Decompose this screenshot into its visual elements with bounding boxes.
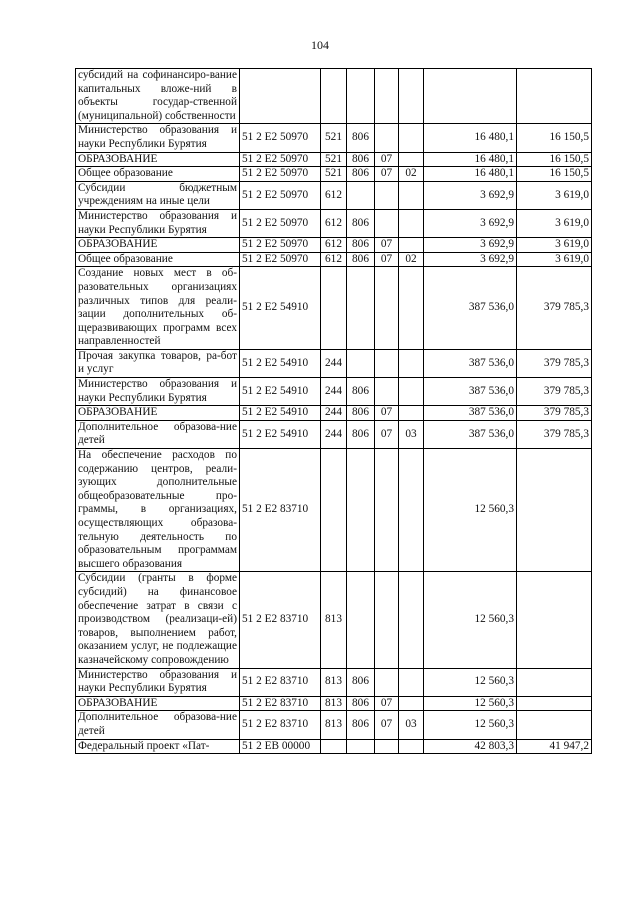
ministry-code: [347, 449, 375, 572]
expense-type-code: 813: [321, 711, 347, 739]
section-code: [375, 209, 399, 237]
target-article-code: 51 2 Е2 50970: [240, 124, 321, 152]
expense-type-code: [321, 69, 347, 124]
row-name: Министерство образования и науки Республики Бурятия: [76, 209, 240, 237]
amount-year-1: 387 536,0: [424, 406, 517, 421]
section-code: [375, 267, 399, 350]
ministry-code: 806: [347, 209, 375, 237]
target-article-code: 51 2 Е2 54910: [240, 406, 321, 421]
amount-year-2: 3 619,0: [517, 252, 592, 267]
section-code: [375, 69, 399, 124]
target-article-code: 51 2 Е2 54910: [240, 378, 321, 406]
amount-year-2: 3 619,0: [517, 181, 592, 209]
expense-type-code: 521: [321, 167, 347, 182]
target-article-code: 51 2 Е2 50970: [240, 152, 321, 167]
target-article-code: 51 2 Е2 83710: [240, 711, 321, 739]
amount-year-1: 387 536,0: [424, 349, 517, 377]
row-name: Дополнительное образова-ние детей: [76, 711, 240, 739]
target-article-code: 51 2 Е2 54910: [240, 420, 321, 448]
budget-table: [75, 68, 592, 754]
amount-year-1: 12 560,3: [424, 449, 517, 572]
subsection-code: [399, 69, 424, 124]
row-name: субсидий на софинансиро-вание капитальных вложе-ний в объекты государ-ственной (муниципальной) собственности: [76, 69, 240, 124]
ministry-code: [347, 572, 375, 668]
amount-year-1: 42 803,3: [424, 739, 517, 754]
expense-type-code: 612: [321, 252, 347, 267]
subsection-code: 02: [399, 252, 424, 267]
ministry-code: [347, 267, 375, 350]
row-name: ОБРАЗОВАНИЕ: [76, 238, 240, 253]
section-code: [375, 739, 399, 754]
section-code: [375, 378, 399, 406]
table-row: [76, 449, 592, 572]
subsection-code: [399, 209, 424, 237]
target-article-code: 51 2 ЕВ 00000: [240, 739, 321, 754]
ministry-code: [347, 349, 375, 377]
subsection-code: [399, 181, 424, 209]
subsection-code: 02: [399, 167, 424, 182]
amount-year-2: [517, 696, 592, 711]
section-code: [375, 668, 399, 696]
expense-type-code: 521: [321, 124, 347, 152]
expense-type-code: 244: [321, 406, 347, 421]
target-article-code: 51 2 Е2 83710: [240, 572, 321, 668]
amount-year-2: 379 785,3: [517, 378, 592, 406]
table-row: [76, 167, 592, 182]
row-name: ОБРАЗОВАНИЕ: [76, 406, 240, 421]
page-number: 104: [311, 38, 329, 52]
amount-year-1: [424, 69, 517, 124]
amount-year-1: 3 692,9: [424, 238, 517, 253]
ministry-code: 806: [347, 238, 375, 253]
table-row: [76, 739, 592, 754]
amount-year-1: 387 536,0: [424, 378, 517, 406]
subsection-code: 03: [399, 711, 424, 739]
section-code: 07: [375, 152, 399, 167]
section-code: 07: [375, 420, 399, 448]
ministry-code: [347, 181, 375, 209]
table-row: [76, 711, 592, 739]
subsection-code: [399, 238, 424, 253]
row-name: Субсидии бюджетным учреждениям на иные цели: [76, 181, 240, 209]
section-code: 07: [375, 711, 399, 739]
section-code: 07: [375, 696, 399, 711]
subsection-code: [399, 696, 424, 711]
row-name: Министерство образования и науки Республики Бурятия: [76, 124, 240, 152]
ministry-code: 806: [347, 124, 375, 152]
subsection-code: [399, 267, 424, 350]
table-row: [76, 378, 592, 406]
table-row: [76, 238, 592, 253]
expense-type-code: 612: [321, 209, 347, 237]
expense-type-code: [321, 267, 347, 350]
amount-year-2: 16 150,5: [517, 124, 592, 152]
section-code: [375, 181, 399, 209]
section-code: 07: [375, 252, 399, 267]
expense-type-code: [321, 739, 347, 754]
ministry-code: 806: [347, 252, 375, 267]
target-article-code: 51 2 Е2 50970: [240, 252, 321, 267]
expense-type-code: 244: [321, 349, 347, 377]
section-code: 07: [375, 406, 399, 421]
subsection-code: [399, 349, 424, 377]
section-code: [375, 449, 399, 572]
table-row: [76, 252, 592, 267]
amount-year-1: 12 560,3: [424, 711, 517, 739]
expense-type-code: 813: [321, 668, 347, 696]
row-name: На обеспечение расходов по содержанию центров, реали-зующих дополнительные общеобразовательные про-граммы, в организациях, осуществляющих образова-тельную деятельность по образовательным программам высшего образования: [76, 449, 240, 572]
row-name: Министерство образования и науки Республики Бурятия: [76, 378, 240, 406]
amount-year-2: [517, 69, 592, 124]
amount-year-2: [517, 572, 592, 668]
row-name: Министерство образования и науки Республики Бурятия: [76, 668, 240, 696]
target-article-code: 51 2 Е2 50970: [240, 238, 321, 253]
ministry-code: 806: [347, 696, 375, 711]
ministry-code: 806: [347, 406, 375, 421]
expense-type-code: 244: [321, 420, 347, 448]
target-article-code: 51 2 Е2 50970: [240, 167, 321, 182]
target-article-code: 51 2 Е2 83710: [240, 668, 321, 696]
row-name: Прочая закупка товаров, ра-бот и услуг: [76, 349, 240, 377]
amount-year-1: 12 560,3: [424, 668, 517, 696]
subsection-code: [399, 668, 424, 696]
amount-year-1: 12 560,3: [424, 696, 517, 711]
amount-year-1: 387 536,0: [424, 267, 517, 350]
amount-year-2: [517, 449, 592, 572]
ministry-code: [347, 739, 375, 754]
target-article-code: 51 2 Е2 50970: [240, 181, 321, 209]
amount-year-2: 3 619,0: [517, 209, 592, 237]
table-row: [76, 696, 592, 711]
expense-type-code: 813: [321, 572, 347, 668]
table-row: [76, 420, 592, 448]
ministry-code: 806: [347, 152, 375, 167]
amount-year-2: 379 785,3: [517, 267, 592, 350]
section-code: [375, 349, 399, 377]
table-row: [76, 152, 592, 167]
amount-year-1: 16 480,1: [424, 167, 517, 182]
section-code: 07: [375, 167, 399, 182]
target-article-code: [240, 69, 321, 124]
row-name: Общее образование: [76, 167, 240, 182]
row-name: Общее образование: [76, 252, 240, 267]
row-name: Дополнительное образова-ние детей: [76, 420, 240, 448]
amount-year-1: 3 692,9: [424, 209, 517, 237]
subsection-code: [399, 152, 424, 167]
amount-year-1: 3 692,9: [424, 181, 517, 209]
amount-year-2: 16 150,5: [517, 152, 592, 167]
expense-type-code: 244: [321, 378, 347, 406]
section-code: [375, 124, 399, 152]
target-article-code: 51 2 Е2 83710: [240, 449, 321, 572]
ministry-code: 806: [347, 711, 375, 739]
table-row: [76, 181, 592, 209]
row-name: Создание новых мест в об-разовательных организациях различных типов для реали-зации дополнительных об-щеразвивающих программ всех направленностей: [76, 267, 240, 350]
row-name: Федеральный проект «Пат-: [76, 739, 240, 754]
ministry-code: 806: [347, 420, 375, 448]
amount-year-2: 16 150,5: [517, 167, 592, 182]
section-code: 07: [375, 238, 399, 253]
ministry-code: 806: [347, 167, 375, 182]
subsection-code: 03: [399, 420, 424, 448]
table-row: [76, 69, 592, 124]
expense-type-code: 612: [321, 238, 347, 253]
amount-year-1: 3 692,9: [424, 252, 517, 267]
ministry-code: 806: [347, 668, 375, 696]
amount-year-1: 16 480,1: [424, 124, 517, 152]
target-article-code: 51 2 Е2 54910: [240, 267, 321, 350]
row-name: Субсидии (гранты в форме субсидий) на финансовое обеспечение затрат в связи с производством (реализаци-ей) товаров, выполнением работ, оказанием услуг, не подлежащие казначейскому сопровождению: [76, 572, 240, 668]
amount-year-2: 379 785,3: [517, 420, 592, 448]
target-article-code: 51 2 Е2 83710: [240, 696, 321, 711]
amount-year-2: 379 785,3: [517, 349, 592, 377]
table-row: [76, 267, 592, 350]
subsection-code: [399, 406, 424, 421]
table-row: [76, 406, 592, 421]
amount-year-2: 379 785,3: [517, 406, 592, 421]
subsection-code: [399, 572, 424, 668]
section-code: [375, 572, 399, 668]
subsection-code: [399, 124, 424, 152]
subsection-code: [399, 739, 424, 754]
amount-year-1: 387 536,0: [424, 420, 517, 448]
amount-year-2: 3 619,0: [517, 238, 592, 253]
table-row: [76, 349, 592, 377]
table-row: [76, 209, 592, 237]
amount-year-1: 16 480,1: [424, 152, 517, 167]
table-row: [76, 124, 592, 152]
subsection-code: [399, 449, 424, 572]
row-name: ОБРАЗОВАНИЕ: [76, 696, 240, 711]
table-row: [76, 668, 592, 696]
target-article-code: 51 2 Е2 54910: [240, 349, 321, 377]
expense-type-code: 612: [321, 181, 347, 209]
subsection-code: [399, 378, 424, 406]
target-article-code: 51 2 Е2 50970: [240, 209, 321, 237]
row-name: ОБРАЗОВАНИЕ: [76, 152, 240, 167]
expense-type-code: [321, 449, 347, 572]
expense-type-code: 813: [321, 696, 347, 711]
table-row: [76, 572, 592, 668]
expense-type-code: 521: [321, 152, 347, 167]
amount-year-2: [517, 711, 592, 739]
amount-year-2: 41 947,2: [517, 739, 592, 754]
ministry-code: [347, 69, 375, 124]
amount-year-2: [517, 668, 592, 696]
ministry-code: 806: [347, 378, 375, 406]
amount-year-1: 12 560,3: [424, 572, 517, 668]
